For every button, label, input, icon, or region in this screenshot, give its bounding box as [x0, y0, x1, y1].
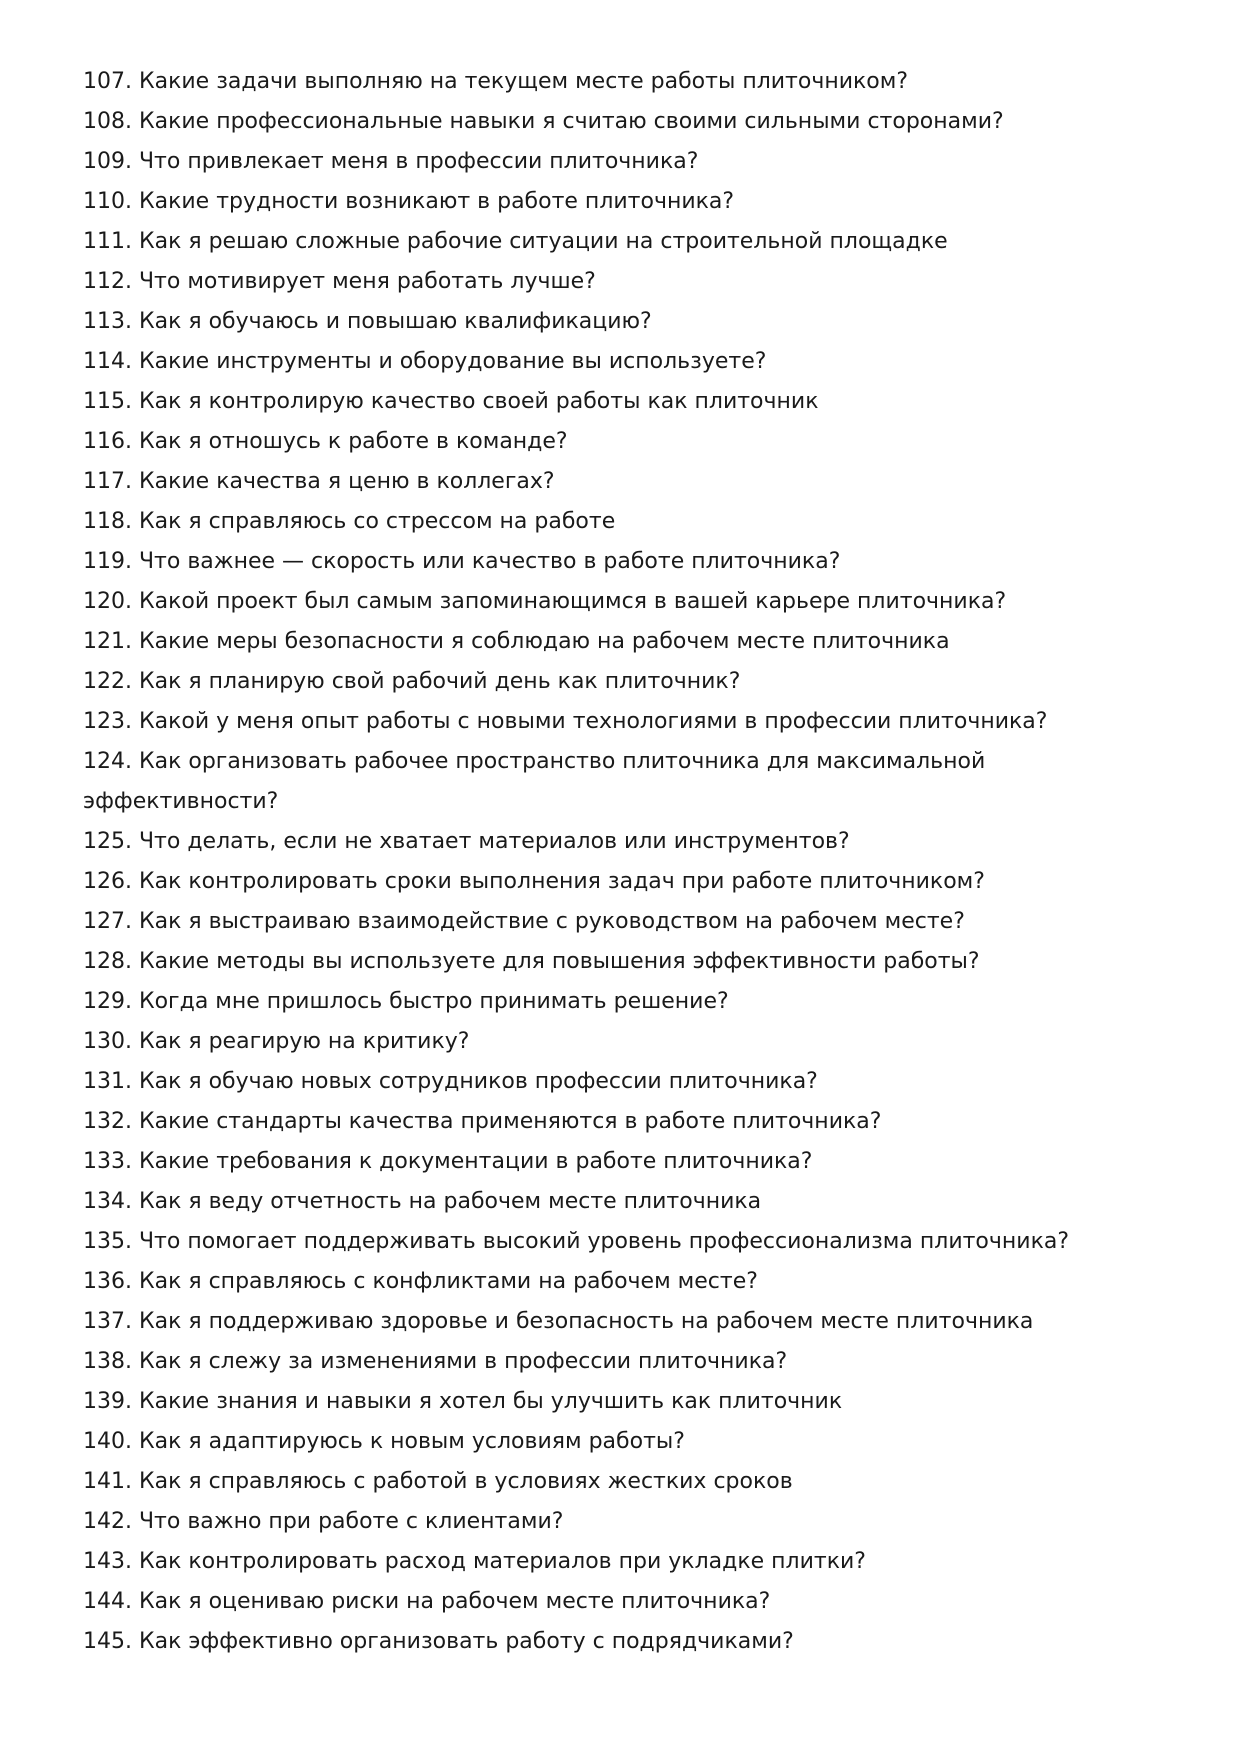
question-line: 145. Как эффективно организовать работу с подрядчиками? [83, 1629, 794, 1654]
question-line: 114. Какие инструменты и оборудование вы используете? [83, 349, 767, 374]
question-line: 112. Что мотивирует меня работать лучше? [83, 269, 596, 294]
question-line: 140. Как я адаптируюсь к новым условиям работы? [83, 1429, 685, 1454]
question-line: 132. Какие стандарты качества применяются в работе плиточника? [83, 1109, 882, 1134]
question-line: 136. Как я справляюсь с конфликтами на рабочем месте? [83, 1269, 758, 1294]
question-list [83, 62, 1083, 1662]
question-line: 133. Какие требования к документации в работе плиточника? [83, 1149, 813, 1174]
question-line: 122. Как я планирую свой рабочий день как плиточник? [83, 669, 741, 694]
question-line: 107. Какие задачи выполняю на текущем месте работы плиточником? [83, 69, 909, 94]
question-line: 110. Какие трудности возникают в работе плиточника? [83, 189, 735, 214]
question-line: 138. Как я слежу за изменениями в профессии плиточника? [83, 1349, 788, 1374]
question-line: 119. Что важнее — скорость или качество в работе плиточника? [83, 549, 841, 574]
question-line: 144. Как я оцениваю риски на рабочем месте плиточника? [83, 1589, 771, 1614]
question-line: 127. Как я выстраиваю взаимодействие с руководством на рабочем месте? [83, 909, 965, 934]
question-line: 124. Как организовать рабочее пространство плиточника для максимальной [83, 749, 986, 774]
question-line: 142. Что важно при работе с клиентами? [83, 1509, 564, 1534]
question-line: 129. Когда мне пришлось быстро принимать решение? [83, 989, 729, 1014]
question-line: 120. Какой проект был самым запоминающимся в вашей карьере плиточника? [83, 589, 1007, 614]
question-line: 116. Как я отношусь к работе в команде? [83, 429, 568, 454]
question-line: 135. Что помогает поддерживать высокий уровень профессионализма плиточника? [83, 1229, 1070, 1254]
question-line: 117. Какие качества я ценю в коллегах? [83, 469, 555, 494]
question-line: 123. Какой у меня опыт работы с новыми технологиями в профессии плиточника? [83, 709, 1048, 734]
question-line: 109. Что привлекает меня в профессии плиточника? [83, 149, 699, 174]
question-line: 111. Как я решаю сложные рабочие ситуации на строительной площадке [83, 229, 948, 254]
question-line: 126. Как контролировать сроки выполнения задач при работе плиточником? [83, 869, 985, 894]
question-line: 121. Какие меры безопасности я соблюдаю на рабочем месте плиточника [83, 629, 950, 654]
question-line: 137. Как я поддерживаю здоровье и безопасность на рабочем месте плиточника [83, 1309, 1034, 1334]
question-line: 108. Какие профессиональные навыки я считаю своими сильными сторонами? [83, 109, 1004, 134]
question-line: 115. Как я контролирую качество своей работы как плиточник [83, 389, 819, 414]
question-line: 130. Как я реагирую на критику? [83, 1029, 470, 1054]
question-line: 131. Как я обучаю новых сотрудников профессии плиточника? [83, 1069, 818, 1094]
question-line: 118. Как я справляюсь со стрессом на работе [83, 509, 616, 534]
question-line: 141. Как я справляюсь с работой в условиях жестких сроков [83, 1469, 793, 1494]
question-line: 143. Как контролировать расход материалов при укладке плитки? [83, 1549, 866, 1574]
question-line: 139. Какие знания и навыки я хотел бы улучшить как плиточник [83, 1389, 843, 1414]
question-line: 125. Что делать, если не хватает материалов или инструментов? [83, 829, 850, 854]
question-line-continuation: эффективности? [83, 789, 279, 814]
question-line: 134. Как я веду отчетность на рабочем месте плиточника [83, 1189, 762, 1214]
question-line: 113. Как я обучаюсь и повышаю квалификацию? [83, 309, 652, 334]
question-line: 128. Какие методы вы используете для повышения эффективности работы? [83, 949, 980, 974]
